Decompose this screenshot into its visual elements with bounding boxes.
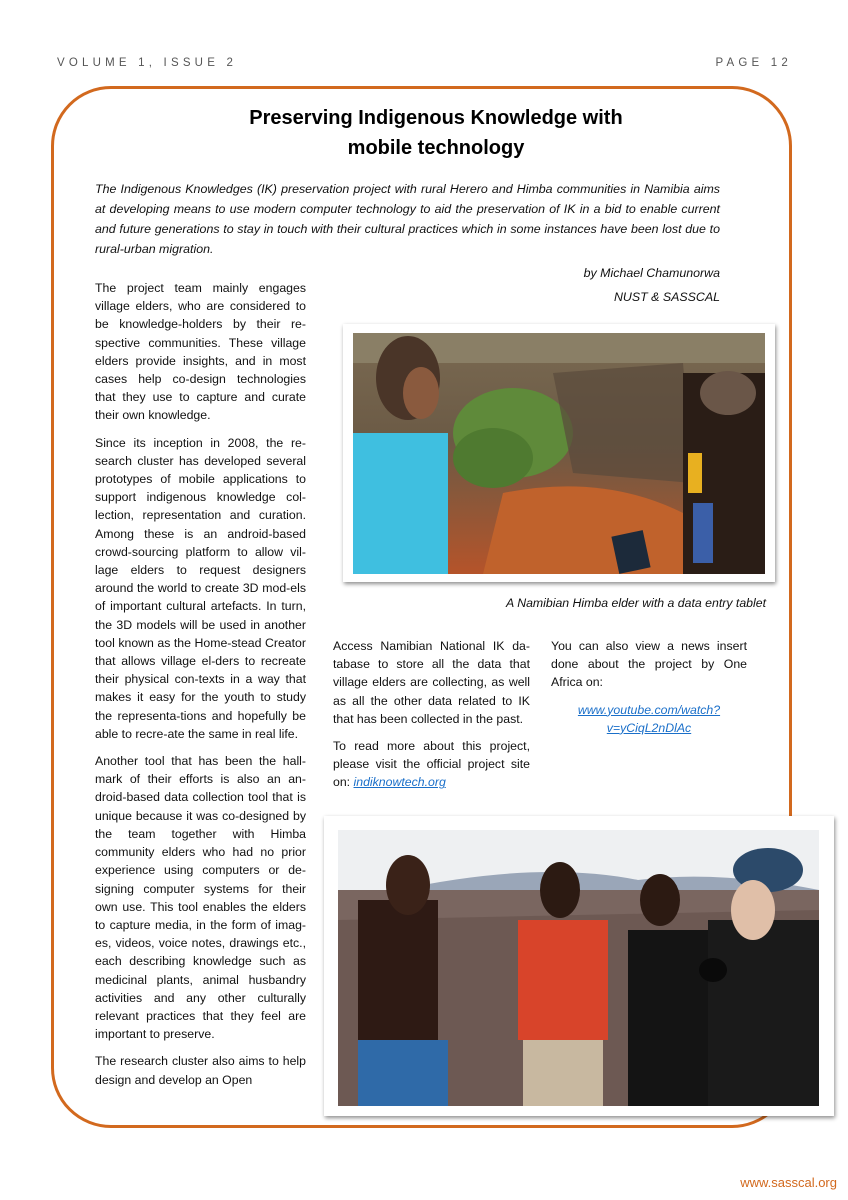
photo-illustration xyxy=(338,830,819,1106)
title-line-2: mobile technology xyxy=(347,137,525,159)
photo-himba-elder-tablet xyxy=(343,324,775,582)
paragraph: Access Namibian National IK da-tabase to store all the data that village elders are collecting, as well as all the other data related to IK that has been collected in the past. xyxy=(333,639,530,726)
article-title xyxy=(170,103,702,163)
photo-image xyxy=(338,830,819,1106)
youtube-link-block xyxy=(551,701,747,737)
left-column xyxy=(95,279,306,1098)
right-column xyxy=(551,637,747,737)
photo-illustration xyxy=(353,333,765,574)
byline xyxy=(584,261,720,309)
paragraph: The research cluster also aims to help design and develop an Open xyxy=(95,1054,306,1087)
paragraph: Another tool that has been the hall-mark of their efforts is also an an-droid-based data collection tool that is unique because it was co-designed by the team together with Himba community elders who had no prior experience using computers or de-signing computer systems for their own use. This tool enables the elders to capture media, in the form of imag-es, videos, voice notes, drawings etc., each describing knowledge such as medicinal plants, animal husbandry activities and any other culturally relevant practices that they feel are important to preserve. xyxy=(95,754,306,1042)
footer-website: www.sasscal.org xyxy=(740,1175,837,1190)
affiliation: NUST & SASSCAL xyxy=(613,290,720,304)
article-intro: The Indigenous Knowledges (IK) preservation project with rural Herero and Himba communities in Namibia aims at developing means to use modern computer technology to aid the preservation of IK in a bid to enable current and future generations to stay in touch with their cultural practices which in some instances have been lost due to rural-urban migration. xyxy=(95,182,720,256)
middle-column xyxy=(333,637,530,801)
youtube-link-line-1[interactable]: www.youtube.com/watch? xyxy=(577,702,721,717)
paragraph: Since its inception in 2008, the re-search cluster has developed several prototypes of mobile applications to support indigenous knowledge col-lection, representation and curation. Among these is an android-based crowd-sourcing platform to allow vil-lage elders to request designers around the world to create 3D mod-els of important cultural artefacts. In turn, the 3D models will be used in another tool known as the Home-stead Creator that allows village el-ders to recreate their physical con-texts in a way that makes it easy for the youth to study the representa-tions and hopefully be able to recre-ate the same in real life. xyxy=(95,435,306,741)
header-volume-issue: VOLUME 1, ISSUE 2 xyxy=(57,57,238,69)
paragraph-read-more xyxy=(333,737,530,792)
header-page-number: PAGE 12 xyxy=(715,57,792,69)
youtube-link-line-2[interactable]: v=yCiqL2nDlAc xyxy=(606,720,692,735)
title-line-1: Preserving Indigenous Knowledge with xyxy=(249,107,623,129)
read-more-text: To read more about this project, please visit the official project site on: xyxy=(333,739,530,790)
paragraph: The project team mainly engages village elders, who are considered to be knowledge-holders by their re-spective communities. These village elders provide insights, and in most cases help co-design technologies that they use to capture and curate their own knowledge. xyxy=(95,281,306,423)
project-site-link[interactable]: indiknowtech.org xyxy=(353,775,446,790)
photo-himba-group xyxy=(324,816,834,1116)
author: by Michael Chamunorwa xyxy=(583,266,720,280)
paragraph: You can also view a news insert done about the project by One Africa on: xyxy=(551,639,747,690)
photo-image xyxy=(353,333,765,574)
photo1-caption: A Namibian Himba elder with a data entry tablet xyxy=(506,596,766,610)
